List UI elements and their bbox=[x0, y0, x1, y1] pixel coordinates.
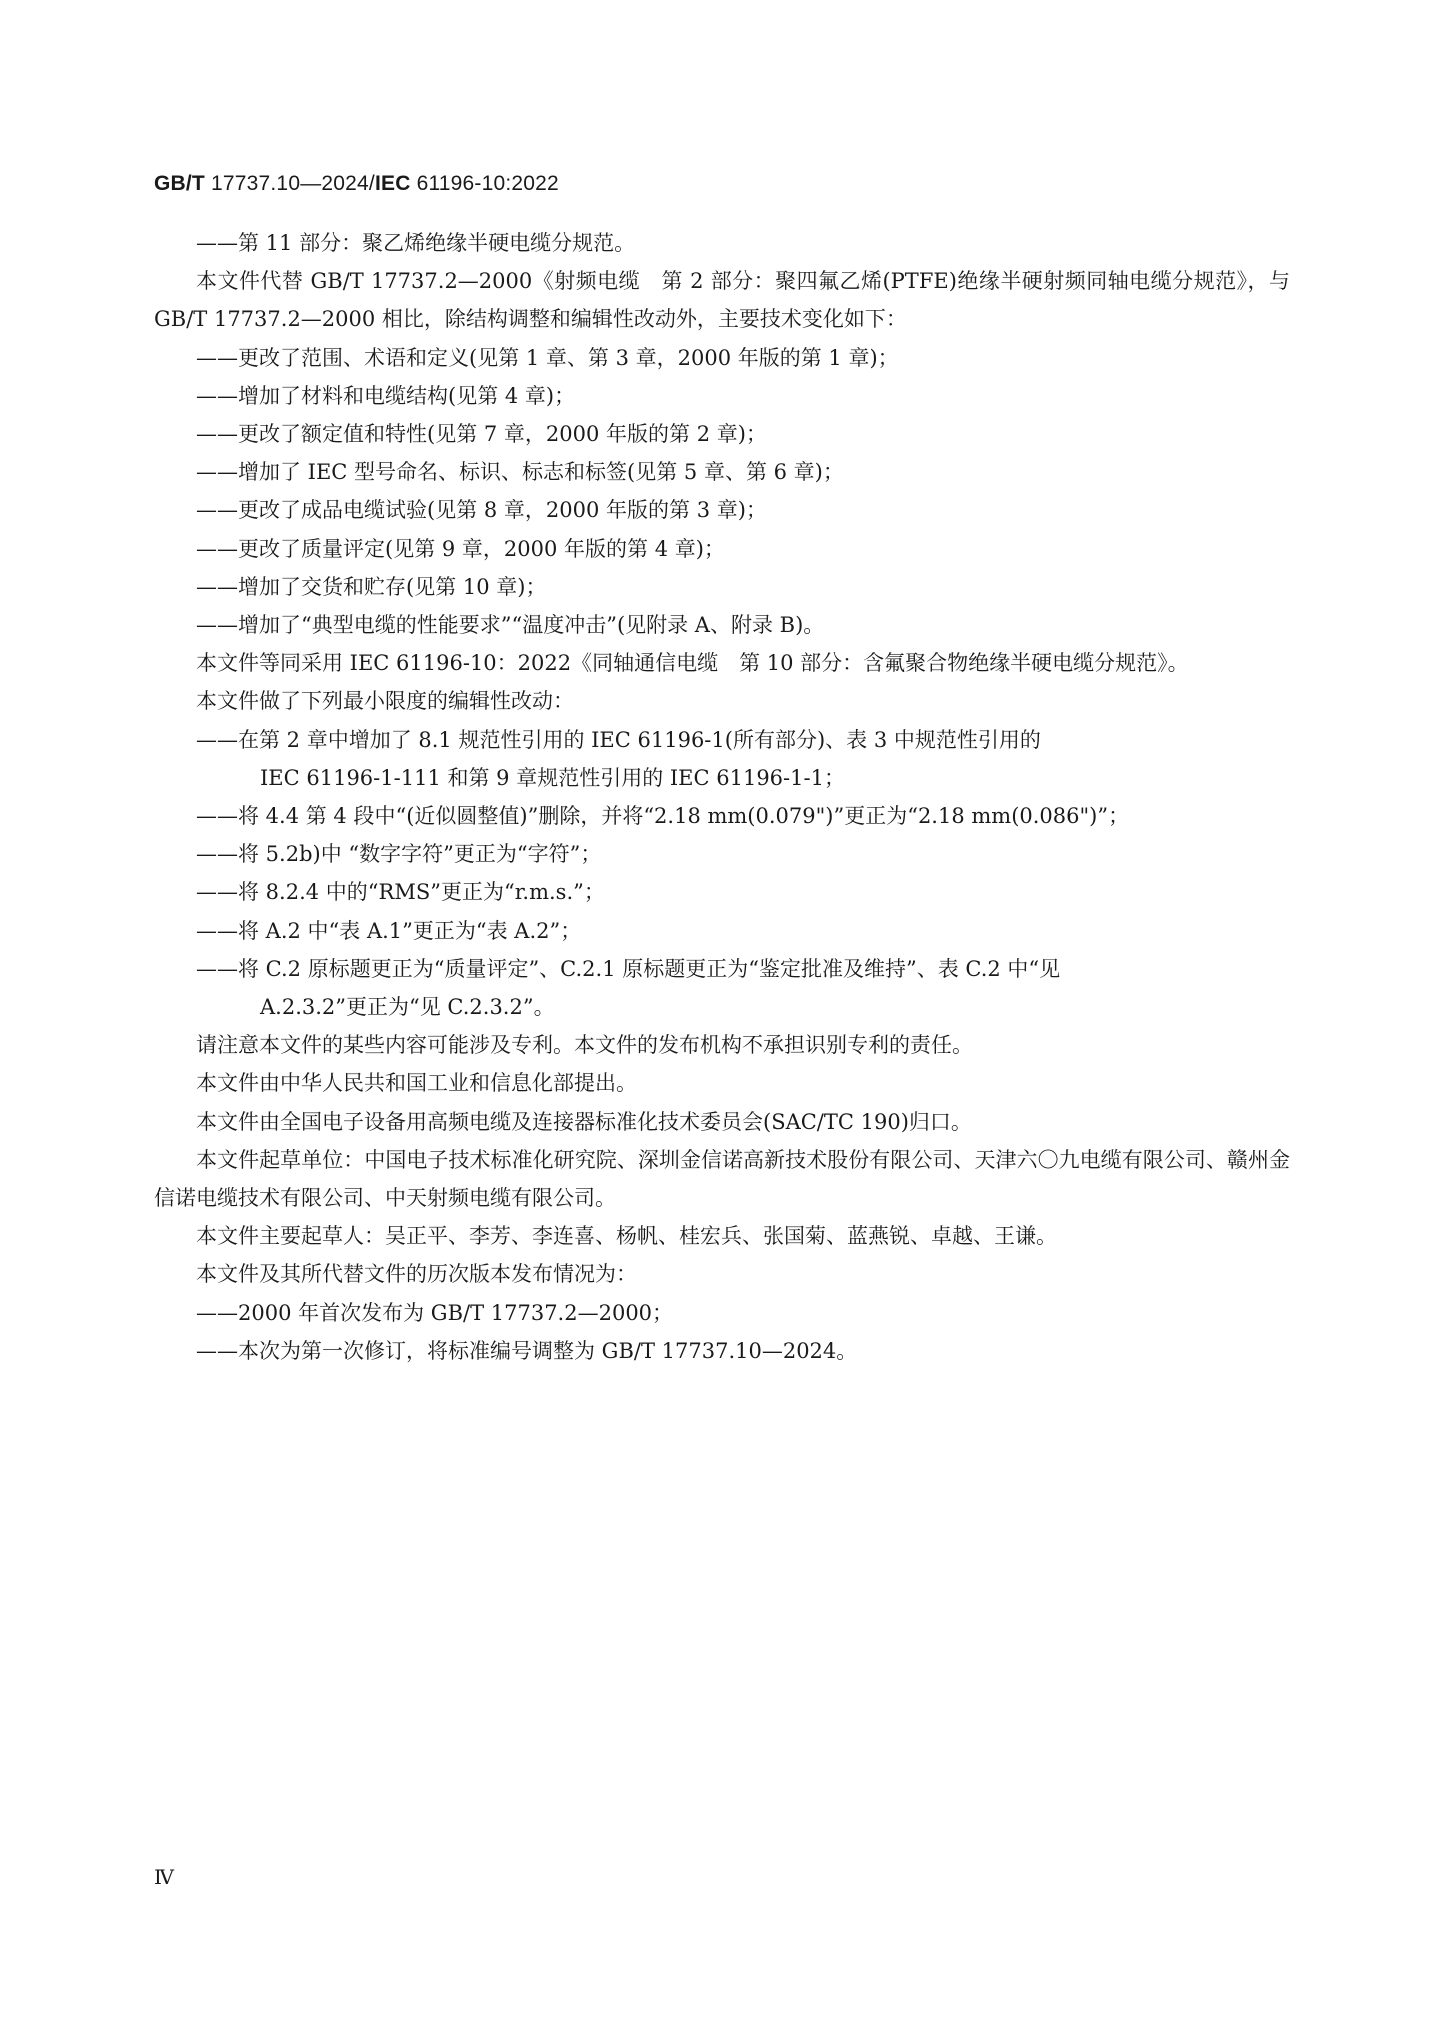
doc-prefix: GB/T bbox=[154, 172, 205, 195]
list-item: ——增加了“典型电缆的性能要求”“温度冲击”(见附录 A、附录 B)。 bbox=[196, 613, 825, 638]
list-item: ——将 C.2 原标题更正为“质量评定”、C.2.1 原标题更正为“鉴定批准及维持”、表 C.2 中“见 bbox=[196, 956, 1061, 981]
list-item: ——2000 年首次发布为 GB/T 17737.2—2000； bbox=[196, 1300, 674, 1325]
paragraph: 本文件起草单位：中国电子技术标准化研究院、深圳金信诺高新技术股份有限公司、天津六〇九电缆有限公司、赣州金信诺电缆技术有限公司、中天射频电缆有限公司。 bbox=[154, 1147, 1290, 1211]
list-item: ——将 8.2.4 中的“RMS”更正为“r.m.s.”； bbox=[196, 880, 605, 905]
list-item: A.2.3.2”更正为“见 C.2.3.2”。 bbox=[260, 995, 555, 1020]
list-item: ——更改了质量评定(见第 9 章，2000 年版的第 4 章)； bbox=[196, 536, 725, 561]
document-header bbox=[154, 172, 559, 196]
list-item: ——将 4.4 第 4 段中“(近似圆整值)”删除，并将“2.18 mm(0.079")”更正为“2.18 mm(0.086")”； bbox=[196, 804, 1130, 829]
list-item: ——增加了 IEC 型号命名、标识、标志和标签(见第 5 章、第 6 章)； bbox=[196, 460, 844, 485]
paragraph: 本文件做了下列最小限度的编辑性改动： bbox=[196, 689, 574, 714]
page-number: Ⅳ bbox=[154, 1865, 175, 1889]
list-item: ——本次为第一次修订，将标准编号调整为 GB/T 17737.10—2024。 bbox=[196, 1338, 858, 1363]
paragraph: 本文件主要起草人：吴正平、李芳、李连喜、杨帆、桂宏兵、张国菊、蓝燕锐、卓越、王谦。 bbox=[196, 1224, 1057, 1249]
paragraph: 请注意本文件的某些内容可能涉及专利。本文件的发布机构不承担识别专利的责任。 bbox=[196, 1033, 973, 1058]
paragraph: 本文件代替 GB/T 17737.2—2000《射频电缆 第 2 部分：聚四氟乙烯(PTFE)绝缘半硬射频同轴电缆分规范》，与 GB/T 17737.2—2000 相比，除结构调整和编辑性改动外，主要技术变化如下： bbox=[154, 269, 1290, 332]
iec-prefix: IEC bbox=[374, 172, 411, 195]
list-item: ——在第 2 章中增加了 8.1 规范性引用的 IEC 61196-1(所有部分)、表 3 中规范性引用的 bbox=[196, 727, 1041, 752]
list-item: ——更改了额定值和特性(见第 7 章，2000 年版的第 2 章)； bbox=[196, 422, 767, 447]
list-item: ——将 A.2 中“表 A.1”更正为“表 A.2”； bbox=[196, 918, 582, 943]
list-item: ——增加了材料和电缆结构(见第 4 章)； bbox=[196, 383, 576, 408]
list-item: ——更改了范围、术语和定义(见第 1 章、第 3 章，2000 年版的第 1 章)； bbox=[196, 345, 899, 370]
paragraph: 本文件由全国电子设备用高频电缆及连接器标准化技术委员会(SAC/TC 190)归口。 bbox=[196, 1109, 972, 1134]
list-item: ——增加了交货和贮存(见第 10 章)； bbox=[196, 574, 547, 599]
document-body bbox=[154, 224, 1290, 1370]
list-item: ——第 11 部分：聚乙烯绝缘半硬电缆分规范。 bbox=[196, 231, 636, 255]
list-item: ——将 5.2b)中 “数字字符”更正为“字符”； bbox=[196, 842, 602, 867]
paragraph: 本文件由中华人民共和国工业和信息化部提出。 bbox=[196, 1071, 637, 1096]
iec-number: 61196-10:2022 bbox=[410, 172, 559, 195]
list-item: ——更改了成品电缆试验(见第 8 章，2000 年版的第 3 章)； bbox=[196, 498, 767, 523]
list-item: IEC 61196-1-111 和第 9 章规范性引用的 IEC 61196-1-1； bbox=[260, 765, 845, 790]
paragraph: 本文件等同采用 IEC 61196-10：2022《同轴通信电缆 第 10 部分：含氟聚合物绝缘半硬电缆分规范》。 bbox=[196, 651, 1189, 676]
paragraph: 本文件及其所代替文件的历次版本发布情况为： bbox=[196, 1262, 637, 1287]
doc-number: 17737.10—2024/ bbox=[204, 172, 375, 195]
